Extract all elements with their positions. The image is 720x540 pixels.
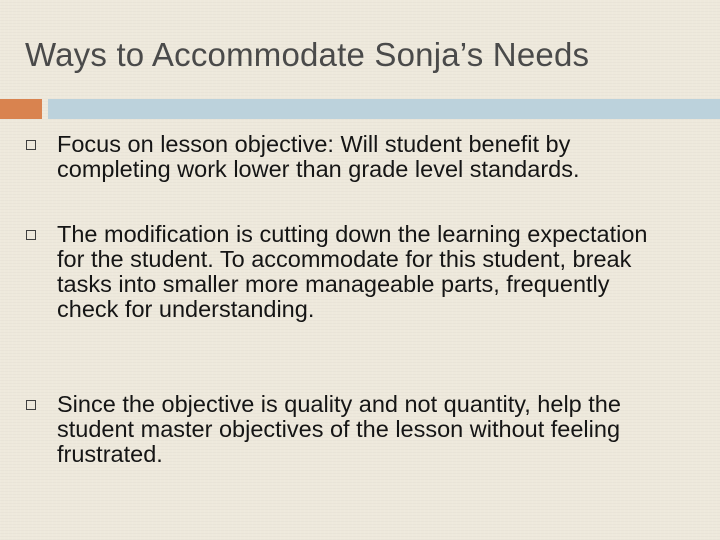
bullet-text: Since the objective is quality and not quantity, help the student master objectives of the lesson without feeling frustrated. [57, 391, 621, 467]
hollow-square-bullet-icon [26, 230, 36, 240]
bullet-text: The modification is cutting down the learning expectation for the student. To accommodate for this student, break tasks into smaller more manageable parts, frequently check for understanding. [57, 221, 648, 322]
accent-bar-orange [0, 99, 42, 119]
hollow-square-bullet-icon [26, 400, 36, 410]
accent-bar-blue [48, 99, 720, 119]
slide-title: Ways to Accommodate Sonja’s Needs [25, 36, 590, 73]
bullet-text: Focus on lesson objective: Will student benefit by completing work lower than grade level standards. [57, 131, 580, 182]
hollow-square-bullet-icon [26, 140, 36, 150]
